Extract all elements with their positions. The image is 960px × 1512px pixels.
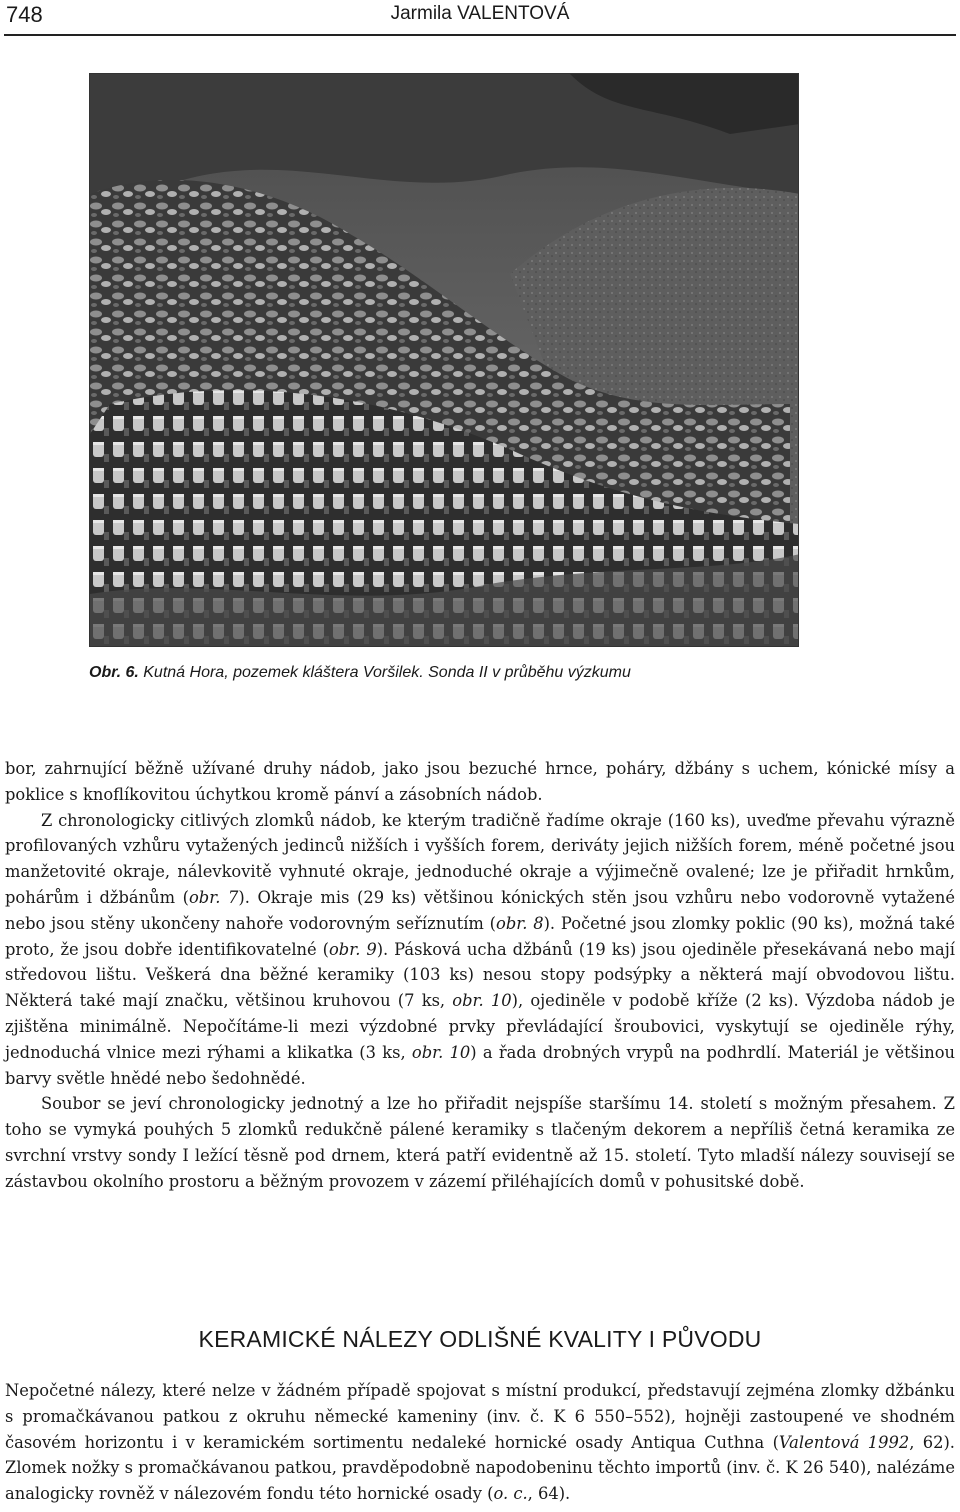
figure-ref-7: obr. 7 [189, 887, 239, 907]
section-paragraph-1 [5, 1378, 955, 1507]
paragraph-2-text-4: ). Pásková ucha džbánů (19 ks) jsou ojediněle přesekávaná nebo mají středovou lištu. Veškerá dna běžné keramiky (103 ks) nesou stopy podsýpky a některá mají obvodovou lištu. Některá také mají značku, většinou kruhovou (7 ks, [5, 939, 955, 1011]
figure-ref-10a: obr. 10 [452, 991, 512, 1011]
page-header [0, 0, 960, 34]
paragraph-2-text-2: ). Okraje mis (29 ks) většinou kónických stěn jsou vzhůru nebo vodorovně vytažené nebo jsou stěny ukončeny nahoře vodorovným seříznutím ( [5, 887, 956, 933]
section-heading: KERAMICKÉ NÁLEZY ODLIŠNÉ KVALITY I PŮVODU [198, 1326, 762, 1352]
paragraph-2-text-3: ). Početné jsou zlomky poklic (90 ks), možná také proto, že jsou dobře identifikovatelné ( [5, 913, 955, 959]
header-rule [4, 34, 956, 36]
section-body-text [5, 1378, 955, 1507]
paragraph-2-text-5: ), ojediněle v podobě kříže (2 ks). Výzdoba nádob je zjištěna minimálně. Nepočítáme-li mezi výzdobné prvky převládající šroubovici, vyskytují se ojediněle rýhy, jednoduchá vlnice mezi rýhami a klikatka (3 ks, [5, 991, 955, 1062]
page-number: 748 [6, 2, 43, 27]
running-head-author: Jarmila VALENTOVÁ [390, 3, 570, 24]
figure-label: Obr. 6. [89, 664, 139, 681]
citation-oc: o. c. [493, 1484, 528, 1504]
citation-valentova: Valentová 1992 [778, 1432, 910, 1452]
section-paragraph-1-text-1: Nepočetné nálezy, které nelze v žádném případě spojovat s místní produkcí, představují zejména zlomky džbánku s promačkávanou patkou z okruhu německé kameniny (inv. č. K 6 550–552), hojněji zastoupené ve shodném časovém horizontu i v keramickém sortimentu nedaleké hornické osady Antiqua Cuthna ( [5, 1381, 955, 1452]
photo-rendering [90, 74, 799, 647]
paragraph-3: Soubor se jeví chronologicky jednotný a lze ho přiřadit nejspíše staršímu 14. století s možným přesahem. Z toho se vymyká pouhých 5 zlomků redukčně pálené keramiky s tlačeným dekorem a nepříliš četná keramika ze svrchní vrstvy sondy I ležící těsně pod drnem, která patří evidentně až 15. století. Tyto mladší nálezy souvisejí se zástavbou okolního prostoru a běžným provozem v zázemí přiléhajících domů v pohusitské době. [5, 1094, 955, 1191]
paragraph-1: bor, zahrnující běžně užívané druhy nádob, jako jsou bezuché hrnce, poháry, džbány s uchem, kónické mísy a poklice s knoflíkovitou úchytkou kromě pánví a zásobních nádob. [5, 759, 955, 804]
figure-ref-9: obr. 9 [328, 939, 377, 959]
excavation-photograph [89, 73, 799, 647]
body-text [5, 756, 955, 1195]
paragraph-2-text-6: ) a řada drobných vrypů na podhrdlí. Materiál je většinou barvy světle hnědé nebo šedohnědé. [5, 1042, 955, 1088]
paragraph-2 [5, 808, 955, 1092]
paragraph-2-text-1: Z chronologicky citlivých zlomků nádob, ke kterým tradičně řadíme okraje (160 ks), uveďme převahu výrazně profilovaných vzhůru vytažených jedinců nižších i vyšších forem, deriváty jejich nižších forem, méně početné jsou manžetovité okraje, nálevkovitě vyhnuté okraje, jednoduché okraje a výjimečně ovalené; lze je přiřadit hrnkům, pohárům i džbánům ( [5, 810, 955, 907]
section-paragraph-1-text-2: , 62). Zlomek nožky s promačkávanou patkou, pravděpodobně napodobeninu těchto importů (inv. č. K 26 540), nalézáme analogicky rovněž v nálezovém fondu této hornické osady ( [5, 1432, 955, 1504]
figure-ref-10b: obr. 10 [411, 1042, 471, 1062]
figure-ref-8: obr. 8 [496, 913, 544, 933]
figure-caption-text: Kutná Hora, pozemek kláštera Voršilek. Sonda II v průběhu výzkumu [143, 664, 631, 681]
figure-caption [89, 664, 889, 682]
section-paragraph-1-text-3: , 64). [527, 1484, 571, 1504]
